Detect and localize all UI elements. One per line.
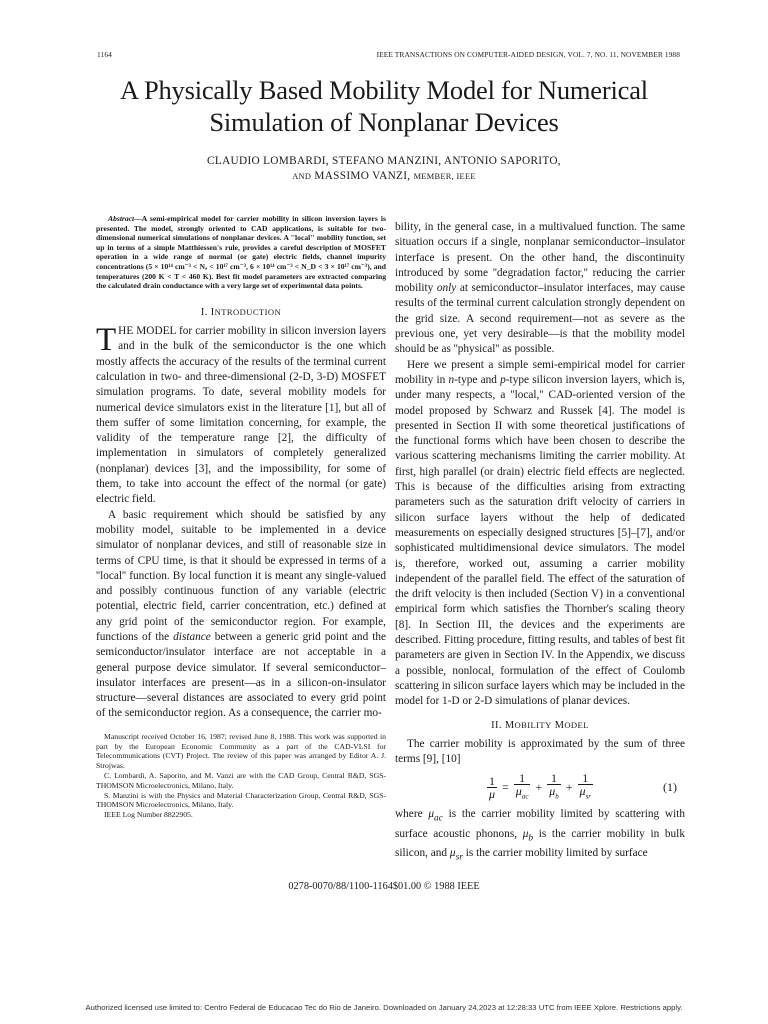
right-p1-part-b: at semiconductor–insulator interfaces, may cause results of the terminal current calculation strongly dependent on the grid size. A second requirement—not as severe as the previous one, yet very desirable—is that the mobility model should be as ''physical'' as possible. — [395, 282, 686, 356]
paper-title — [80, 74, 688, 138]
intro-p2-part-b: between a generic grid point and the semiconductor/insulator interface are not acceptable in a general purpose device simulator. If several semiconductor–insulator interfaces are present—as in a silicon-on-insulator structure—several distances are associated to every grid point of the semiconductor region. As a consequence, the carrier mo- — [96, 630, 386, 720]
authors-line-2 — [80, 169, 688, 184]
authors-line-1: CLAUDIO LOMBARDI, STEFANO MANZINI, ANTONIO SAPORITO, — [207, 155, 561, 167]
section-number: II. — [491, 719, 502, 731]
eq-plus: + — [535, 779, 543, 794]
eq-term-b-numerator: 1 — [550, 771, 557, 786]
section-title-initial: I — [210, 306, 215, 318]
page-number: 1164 — [97, 50, 112, 59]
intro-paragraph-1 — [96, 324, 386, 508]
eq-lhs — [487, 775, 497, 800]
mob-p2-part-c: is the carrier mobility in bulk silicon, and — [395, 827, 685, 860]
eq-term-b-denominator — [547, 784, 561, 802]
section-title-mid: OBILITY — [514, 719, 552, 730]
mobility-paragraph-1: The carrier mobility is approximated by the sum of three terms [9], [10] — [395, 737, 685, 766]
author-list — [80, 154, 688, 184]
eq-subscript: ac — [521, 792, 529, 801]
eq-term-ac — [514, 772, 531, 802]
section-heading-mobility-model — [395, 718, 685, 733]
mob-p2-part-a: where — [395, 808, 423, 821]
equation-1 — [395, 767, 685, 807]
mob-p2-part-d: is the carrier mobility limited by surface — [465, 847, 648, 860]
intro-p2-emphasis: distance — [173, 630, 211, 643]
section-title-rest: NTRODUCTION — [214, 306, 282, 317]
eq-lhs-denominator: μ — [488, 786, 496, 801]
title-line-1: A Physically Based Mobility Model for Numerical — [120, 75, 648, 105]
right-p2-n: n — [448, 373, 455, 386]
intro-paragraph-1-text: HE MODEL for carrier mobility in silicon inversion layers and in the bulk of the semiconductor is the one which mostly affects the accuracy of the results of the terminal current calculation in two- and three-dimensional (2-D, 3-D) MOSFET simulation programs. To date, several mobility models for numerical device simulators exist in the literature [1], but all of them suffer of some limitation concerning, for example, the validity of the temperature range [2], the difficulty of implementation in simulators of completely generalized (nonplanar) devices [3], and the impossibility, for some of them, to take into account the effect of the normal (or gate) electric field. — [96, 325, 386, 506]
author-vanzi: MASSIMO VANZI, — [314, 170, 411, 182]
section-title-initial-2: M — [554, 719, 565, 731]
journal-header: IEEE TRANSACTIONS ON COMPUTER-AIDED DESIGN, VOL. 7, NO. 11, NOVEMBER 1988 — [376, 50, 680, 59]
section-heading-introduction — [96, 305, 386, 320]
right-p2-p: p — [500, 373, 506, 386]
author-role: MEMBER, IEEE — [413, 172, 476, 181]
right-paragraph-1 — [395, 220, 685, 358]
title-line-2: Simulation of Nonplanar Devices — [209, 107, 559, 137]
footnote-manuscript: Manuscript received October 16, 1987; revised June 8, 1988. This work was supported in part by the European Economic Community as a part of the CAD-VLSI for Telecommunications (CVT) Project. The review of this paper was arranged by Editor A. J. Strojwas. — [96, 731, 386, 771]
drop-cap: T — [96, 322, 117, 359]
eq-term-sr-numerator: 1 — [582, 771, 589, 786]
eq-term-sr — [578, 772, 593, 802]
abstract — [96, 214, 386, 291]
eq-lhs-numerator: 1 — [489, 773, 495, 788]
footnote-log-number: IEEE Log Number 8822905. — [104, 810, 193, 820]
eq-equals: = — [502, 779, 509, 794]
right-p2-part-b: -type and — [454, 373, 497, 386]
intro-paragraph-2 — [96, 508, 386, 722]
eq-mu-symbol: μ — [549, 784, 556, 799]
license-notice: Authorized licensed use limited to: Centro Federal de Educacao Tec do Rio de Janeiro. Downloaded on January 24,2023 at 12:28:33 UTC from IEEE Xplore. Restrictions apply. — [85, 1003, 683, 1012]
copyright-line: 0278-0070/88/1100-1164$01.00 © 1988 IEEE — [288, 881, 480, 892]
section-title-rest: ODEL — [564, 719, 589, 730]
right-p1-emphasis: only — [436, 282, 457, 295]
mu-subscript: sr — [455, 852, 463, 863]
right-p2-part-a: Here we present a simple semi-empirical model for carrier mobility in — [395, 358, 685, 386]
abstract-text: —A semi-empirical model for carrier mobility in silicon inversion layers is presented. The model, strongly oriented to CAD applications, is suitable for two-dimensional numerical simulations of nonplanar devices. A ''local'' mobility function, set up in terms of a simple Matthiessen's rule, provides a careful description of MOSFET operation in a wide range of normal (or gate) electric fields, channel impurity concentrations (5 × 10¹⁴ cm⁻³ < Nₐ < 10¹⁷ cm⁻³, 6 × 10¹⁴ cm⁻³ < N_D < 3 × 10¹⁷ cm⁻³), and temperatures (200 K < T < 460 K). Best fit model parameters are extracted comparing the calculated drain conductance with a very large set of experimental data points. — [96, 214, 386, 291]
equation-number: (1) — [663, 779, 677, 794]
eq-term-sr-denominator — [578, 784, 593, 802]
footnotes — [96, 732, 386, 820]
mu-symbol: μ — [449, 847, 456, 860]
eq-mu-symbol: μ — [579, 784, 586, 799]
footnote-affiliation-1: C. Lombardi, A. Saporito, and M. Vanzi are with the CAD Group, Central R&D, SGS-THOMSON Microelectronics, Milano, Italy. — [96, 770, 386, 790]
eq-term-ac-denominator — [514, 784, 531, 802]
mobility-paragraph-2 — [395, 807, 685, 866]
footnote-affiliation-2: S. Manzini is with the Physics and Material Characterization Group, Central R&D, SGS-THOMSON Microelectronics, Milano, Italy. — [96, 790, 386, 810]
eq-term-ac-numerator: 1 — [519, 771, 526, 786]
left-column — [96, 214, 386, 820]
mob-p2-part-b: is the carrier mobility limited by scattering with surface acoustic phonons, — [395, 808, 685, 840]
eq-plus: + — [565, 779, 573, 794]
intro-p2-part-a: A basic requirement which should be satisfied by any mobility model, suitable to be implemented in a device simulator of nonplanar devices, and still of reasonable size in terms of CPU time, is that it should be expressed in terms of a ''local'' function. By local function it is meant any single-valued and possibly continuous function of any variable (electric potential, electric field, carrier concentration, etc.) defined at any grid point of the semiconductor region. For example, functions of the — [96, 508, 386, 643]
right-p2-part-c: -type silicon inversion layers, which is, under many respects, a ''local,'' CAD-oriented version of the model proposed by Schwarz and Russek [4]. The model is presented in Section II with some theoretical justifications of the functional forms which have been chosen to describe the various scattering mechanisms limiting the carrier mobility. At first, high parallel (or drain) electric field effects are neglected. This is because of the difficulties arising from extracting parameters such as the saturation drift velocity of carriers in silicon surface layers without the help of dedicated measurements on especially designed structures [5]–[7], and/or sophisticated multidimensional device simulators. The model is, therefore, worked out, assuming a carrier mobility independent of the parallel field. The effect of the saturation of the drift velocity is then included (Section V) in a conventional empirical form which satisfies the Thornber's scaling theory [8]. In Section III, the devices and the experiments are described. Fitting procedure, fitting results, and tables of best fit parameters are given in Section IV. In the Appendix, we discuss a possible, nonlocal, formulation of the effect of Coulomb scattering in silicon surface layers which may be included in the model for 1-D or 2-D simulations of planar devices. — [395, 373, 686, 708]
section-title-initial: M — [504, 719, 515, 731]
eq-subscript: b — [555, 792, 559, 801]
section-number: I. — [200, 306, 208, 318]
eq-subscript: sr — [585, 792, 592, 801]
authors-and: AND — [292, 172, 312, 181]
eq-mu-symbol: μ — [515, 784, 522, 799]
eq-term-b — [547, 772, 561, 802]
mu-symbol: μ — [522, 827, 529, 840]
abstract-lead: Abstract — [108, 214, 135, 223]
right-p1-part-a: bility, in the general case, in a multivalued function. The same situation occurs if a single, nonplanar semiconductor–insulator interface is present. On the other hand, the discontinuity introduced by some ''degradation factor,'' reducing the carrier mobility — [395, 221, 685, 295]
mu-subscript: b — [528, 833, 534, 844]
right-paragraph-2 — [395, 358, 685, 710]
mu-subscript: ac — [434, 813, 443, 824]
right-column — [395, 220, 685, 866]
mu-symbol: μ — [428, 808, 434, 821]
